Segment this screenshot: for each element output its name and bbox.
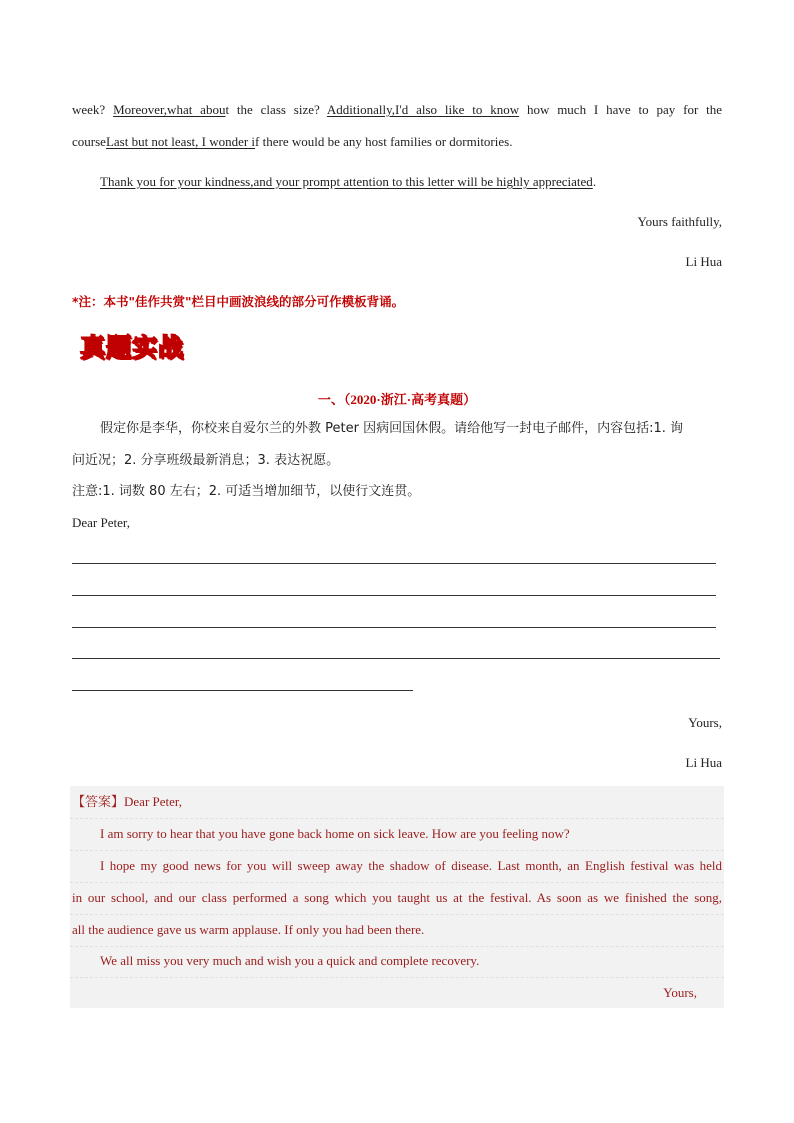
divider (70, 946, 724, 947)
answer-paragraph-3: We all miss you very much and wish you a quick and complete recovery. (100, 953, 480, 968)
divider (70, 914, 724, 915)
divider (70, 850, 724, 851)
underlined-phrase: Additionally,I'd also like to know (326, 102, 520, 117)
question-text-line-2: 问近况；2. 分享班级最新消息；3. 表达祝愿。 (72, 453, 340, 468)
letter-closing: Yours faithfully, (637, 214, 722, 229)
question-notes: 注意:1. 词数 80 左右；2. 可适当增加细节，以使行文连贯。 (72, 484, 421, 499)
underlined-phrase: Thank you for your kindness,and your prompt attention to this letter will be highly appreciated (100, 174, 593, 189)
divider (70, 977, 724, 978)
question-salutation: Dear Peter, (72, 515, 130, 530)
answer-salutation: Dear Peter, (124, 794, 182, 809)
answer-blank-line[interactable] (72, 563, 716, 564)
answer-paragraph-2-line-2: in our school, and our class performed a song which you taught us at the festival. As soon as we finished the song, (72, 890, 722, 905)
underlined-phrase: Moreover,what abou (113, 102, 226, 117)
question-signature: Li Hua (685, 755, 722, 770)
letter-signature: Li Hua (685, 254, 722, 269)
letter-thanks-line (100, 174, 596, 190)
underlined-phrase: Last but not least, I wonder i (105, 134, 256, 149)
answer-paragraph-1: I am sorry to hear that you have gone back home on sick leave. How are you feeling now? (100, 826, 570, 841)
text-segment: f there would be any host families or dormitories. (255, 134, 513, 149)
question-text-line-1: 假定你是李华，你校来自爱尔兰的外教 Peter 因病回国休假。请给他写一封电子邮件，内容包括:1. 询 (100, 421, 683, 436)
template-note: *注：本书"佳作共赏"栏目中画波浪线的部分可作模板背诵。 (72, 294, 405, 309)
answer-paragraph-2-line-3: all the audience gave us warm applause. If only you had been there. (72, 922, 425, 937)
answer-blank-line[interactable] (72, 658, 720, 659)
section-banner: 真题实战 (80, 333, 185, 362)
answer-paragraph-2-line-1: I hope my good news for you will sweep away the shadow of disease. Last month, an English festival was held (100, 858, 722, 873)
letter-paragraph-line-2 (72, 134, 512, 150)
text-segment: . (592, 174, 597, 189)
divider (70, 818, 724, 819)
answer-blank-line[interactable] (72, 690, 413, 691)
answer-blank-line[interactable] (72, 595, 716, 596)
question-closing: Yours, (688, 715, 722, 730)
answer-header (72, 794, 182, 811)
text-segment: course (72, 134, 106, 149)
answer-label: 【答案】 (72, 795, 125, 810)
text-segment: how much I have to pay for the (519, 102, 723, 117)
text-segment: t the class size? (225, 102, 327, 117)
divider (70, 882, 724, 883)
answer-closing: Yours, (663, 985, 697, 1000)
text-segment: week? (72, 102, 114, 117)
question-title: 一、（2020·浙江·高考真题） (317, 392, 477, 407)
answer-blank-line[interactable] (72, 627, 716, 628)
letter-paragraph-line-1 (72, 102, 722, 118)
